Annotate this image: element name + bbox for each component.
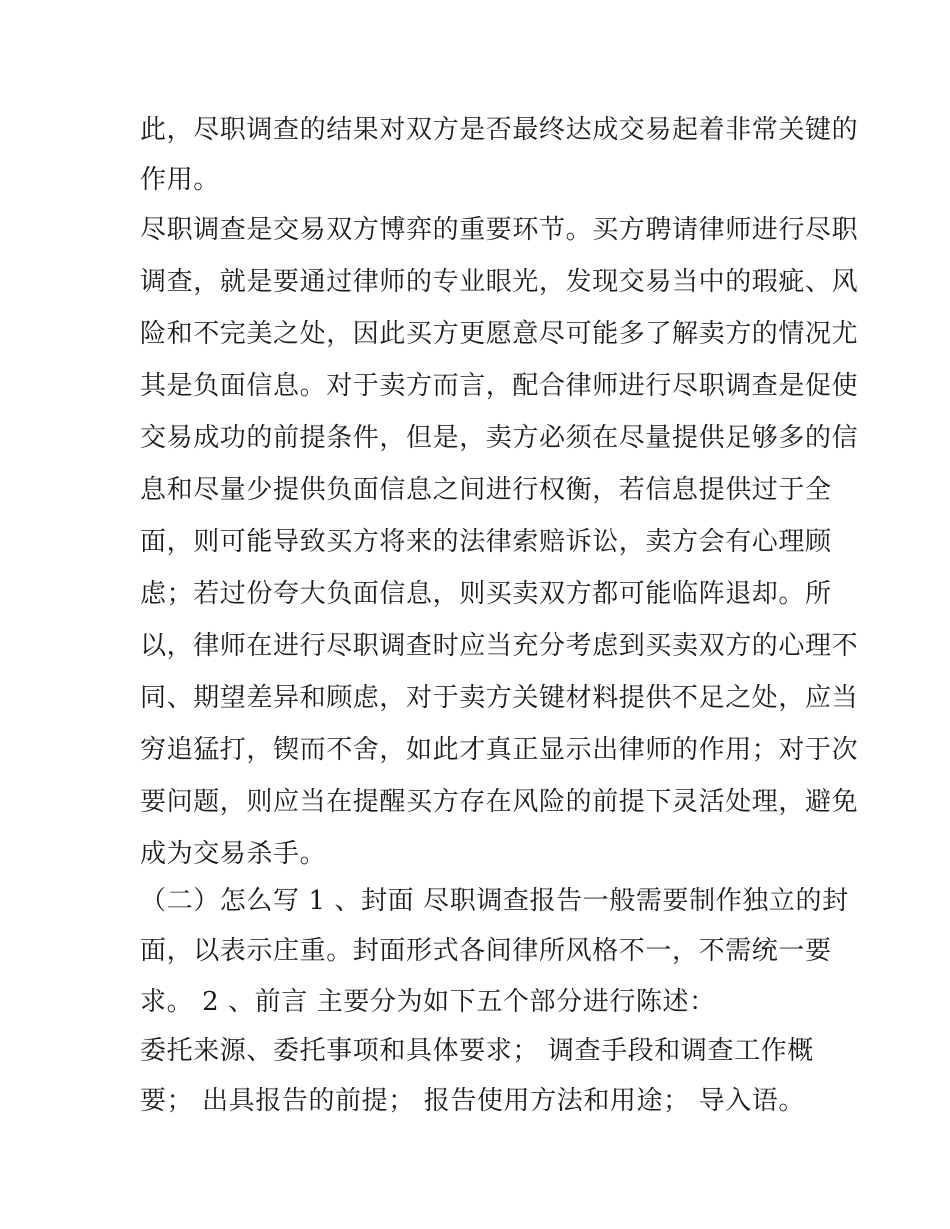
text-line: 委托来源、委托事项和具体要求； 调查手段和调查工作概 [140,1036,814,1066]
text-line: （二）怎么写 1 、封面 尽职调查报告一般需要制作独立的封 [140,886,849,916]
text-line: 要问题，则应当在提醒买方存在风险的前提下灵活处理，避免 [140,787,859,817]
text-line: 息和尽量少提供负面信息之间进行权衡，若信息提供过于全 [140,475,832,505]
text-line: 穷追猛打，锲而不舍，如此才真正显示出律师的作用；对于次 [140,735,859,765]
text-line: 险和不完美之处，因此买方更愿意尽可能多了解卖方的情况尤 [140,319,859,349]
text-line: 调查，就是要通过律师的专业眼光，发现交易当中的瑕疵、风 [140,267,859,297]
text-line: 虑；若过份夸大负面信息，则买卖双方都可能临阵退却。所 [140,579,832,609]
text-line: 要； 出具报告的前提； 报告使用方法和用途； 导入语。 [140,1086,805,1116]
text-line: 成为交易杀手。 [140,839,327,869]
text-line: 面，以表示庄重。封面形式各间律所风格不一，不需统一要 [140,936,832,966]
text-line: 以，律师在进行尽职调查时应当充分考虑到买卖双方的心理不 [140,631,859,661]
text-line: 面，则可能导致买方将来的法律索赔诉讼，卖方会有心理顾 [140,527,832,557]
text-line: 作用。 [140,165,220,195]
text-line: 交易成功的前提条件，但是，卖方必须在尽量提供足够多的信 [140,423,859,453]
text-line: 同、期望差异和顾虑，对于卖方关键材料提供不足之处，应当 [140,683,859,713]
text-line: 此，尽职调查的结果对双方是否最终达成交易起着非常关键的 [140,115,859,145]
text-line: 尽职调查是交易双方博弈的重要环节。买方聘请律师进行尽职 [140,215,859,245]
text-line: 求。 2 、前言 主要分为如下五个部分进行陈述： [140,987,716,1017]
text-line: 其是负面信息。对于卖方而言，配合律师进行尽职调查是促使 [140,371,859,401]
